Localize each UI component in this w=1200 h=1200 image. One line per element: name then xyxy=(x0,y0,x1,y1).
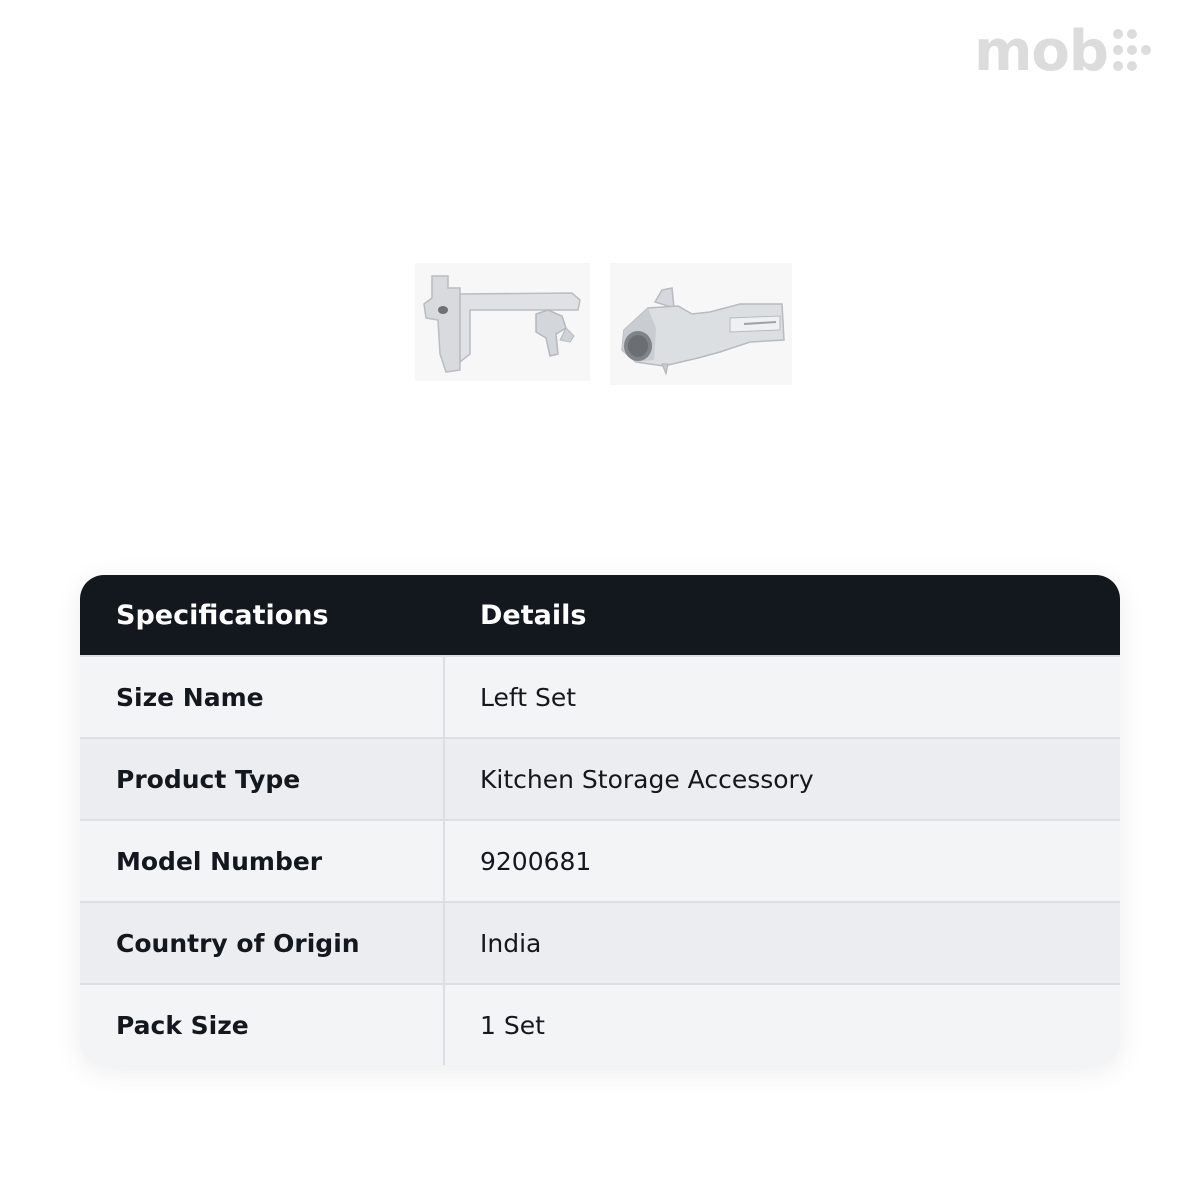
product-image xyxy=(410,258,800,388)
spec-label: Size Name xyxy=(80,657,445,737)
spec-label: Pack Size xyxy=(80,985,445,1065)
spec-value: India xyxy=(480,928,542,958)
table-row xyxy=(80,655,1120,737)
left-clip-part-icon xyxy=(415,263,590,381)
spec-value: Kitchen Storage Accessory xyxy=(480,764,814,794)
logo-dots-icon xyxy=(1112,26,1152,78)
spec-value: 9200681 xyxy=(480,846,592,876)
table-row xyxy=(80,737,1120,819)
brand-logo xyxy=(974,19,1152,84)
spec-table-header xyxy=(80,575,1120,655)
table-row xyxy=(80,819,1120,901)
spec-label: Country of Origin xyxy=(80,903,445,983)
table-row xyxy=(80,983,1120,1065)
spec-value: Left Set xyxy=(480,682,577,712)
spec-label: Product Type xyxy=(80,739,445,819)
spec-label: Model Number xyxy=(80,821,445,901)
header-details: Details xyxy=(480,599,587,631)
table-row xyxy=(80,901,1120,983)
logo-text: mob xyxy=(974,19,1108,84)
spec-table xyxy=(80,575,1120,1065)
right-clip-part-icon xyxy=(610,263,792,385)
header-specifications: Specifications xyxy=(116,599,329,631)
spec-value: 1 Set xyxy=(480,1010,545,1040)
